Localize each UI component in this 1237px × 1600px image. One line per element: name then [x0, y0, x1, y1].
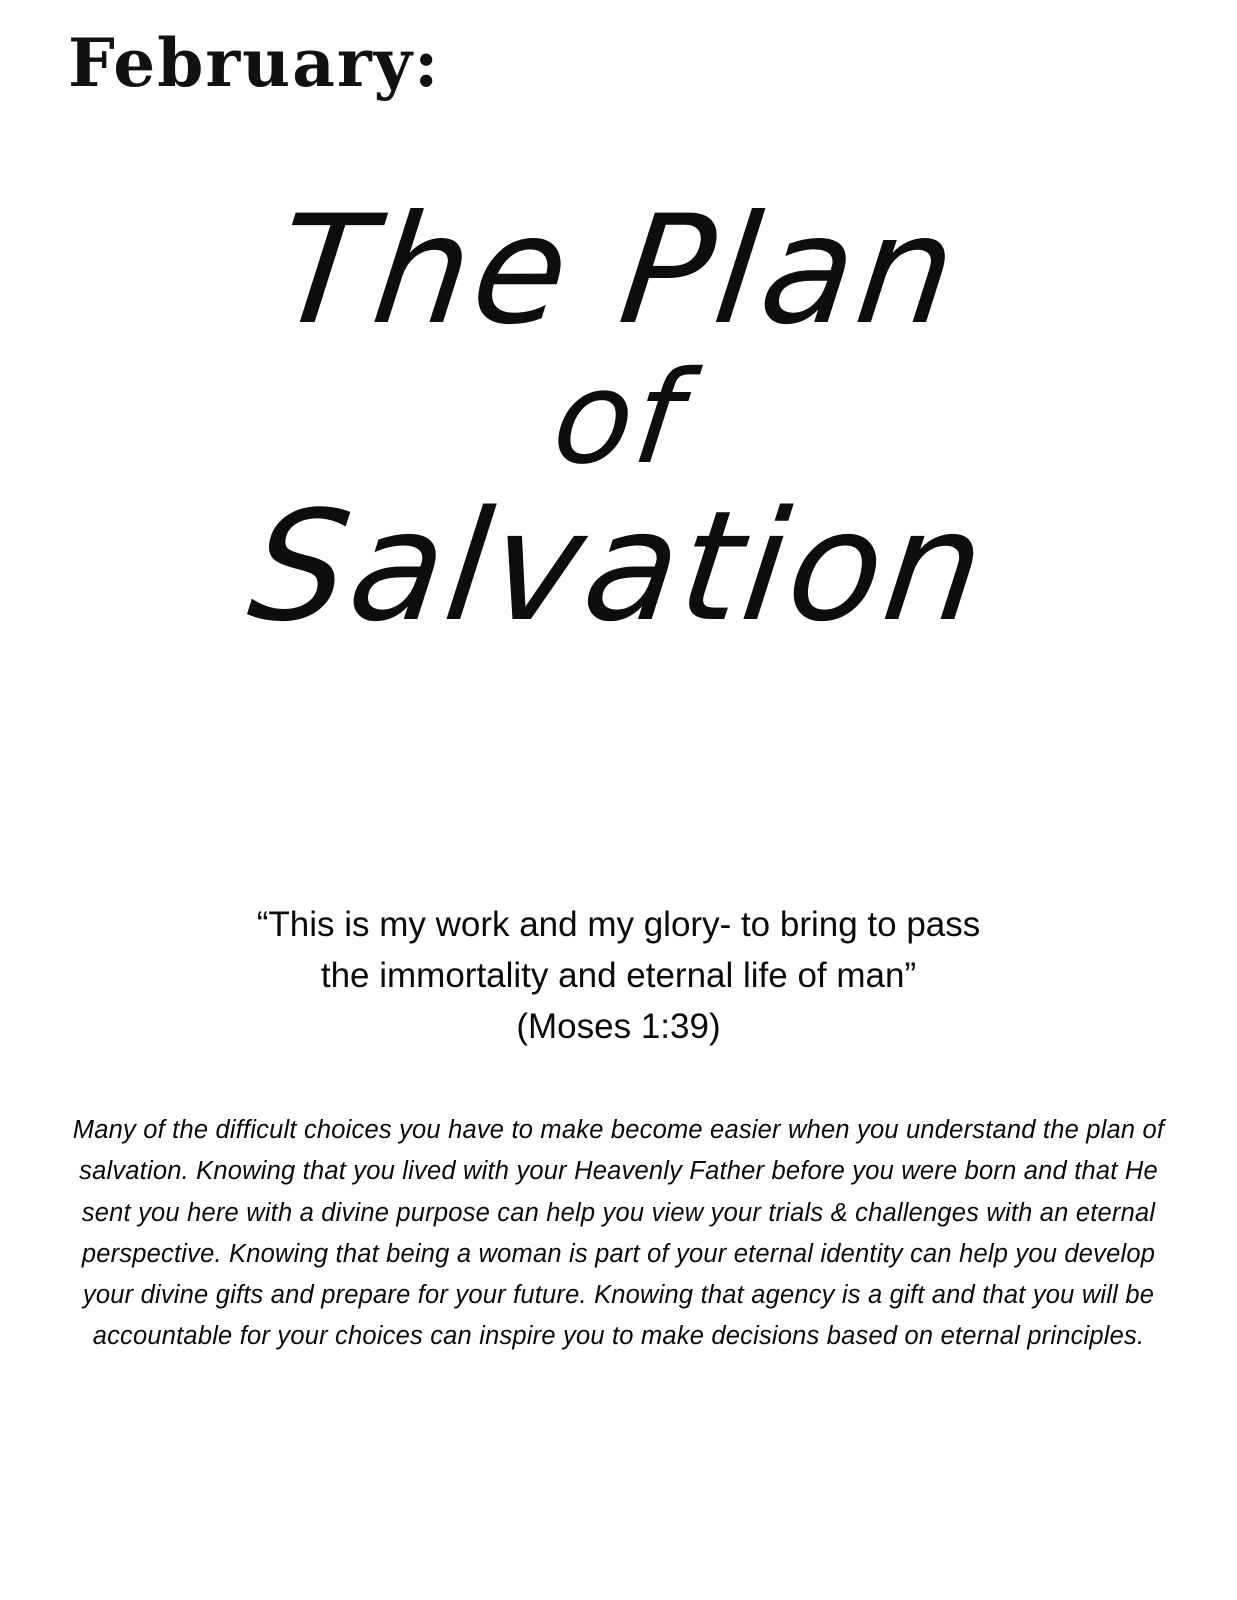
title-line-of: of: [545, 344, 692, 493]
scripture-line-1: “This is my work and my glory- to bring to pass: [256, 905, 981, 944]
body-paragraph: Many of the difficult choices you have to make become easier when you understand the plan of salvation. Knowing that you lived with your Heavenly Father before you were born and that He sent you here with a divine purpose can help you view your trials & challenges with an eternal perspective. Knowing that being a woman is part of your eternal identity can help you develop your divine gifts and prepare for your future. Knowing that agency is a gift and that you will be accountable for your choices can inspire you to make decisions based on eternal principles.: [72, 1116, 1165, 1351]
page-title: [0, 184, 1237, 655]
month-heading: February:: [68, 24, 441, 102]
scripture-line-2: the immortality and eternal life of man”: [320, 955, 917, 995]
title-line-the-plan: The Plan: [268, 184, 969, 358]
scripture-quote: [0, 900, 1237, 1052]
scripture-reference: (Moses 1:39): [516, 1006, 721, 1046]
title-line-salvation: Salvation: [241, 477, 996, 655]
